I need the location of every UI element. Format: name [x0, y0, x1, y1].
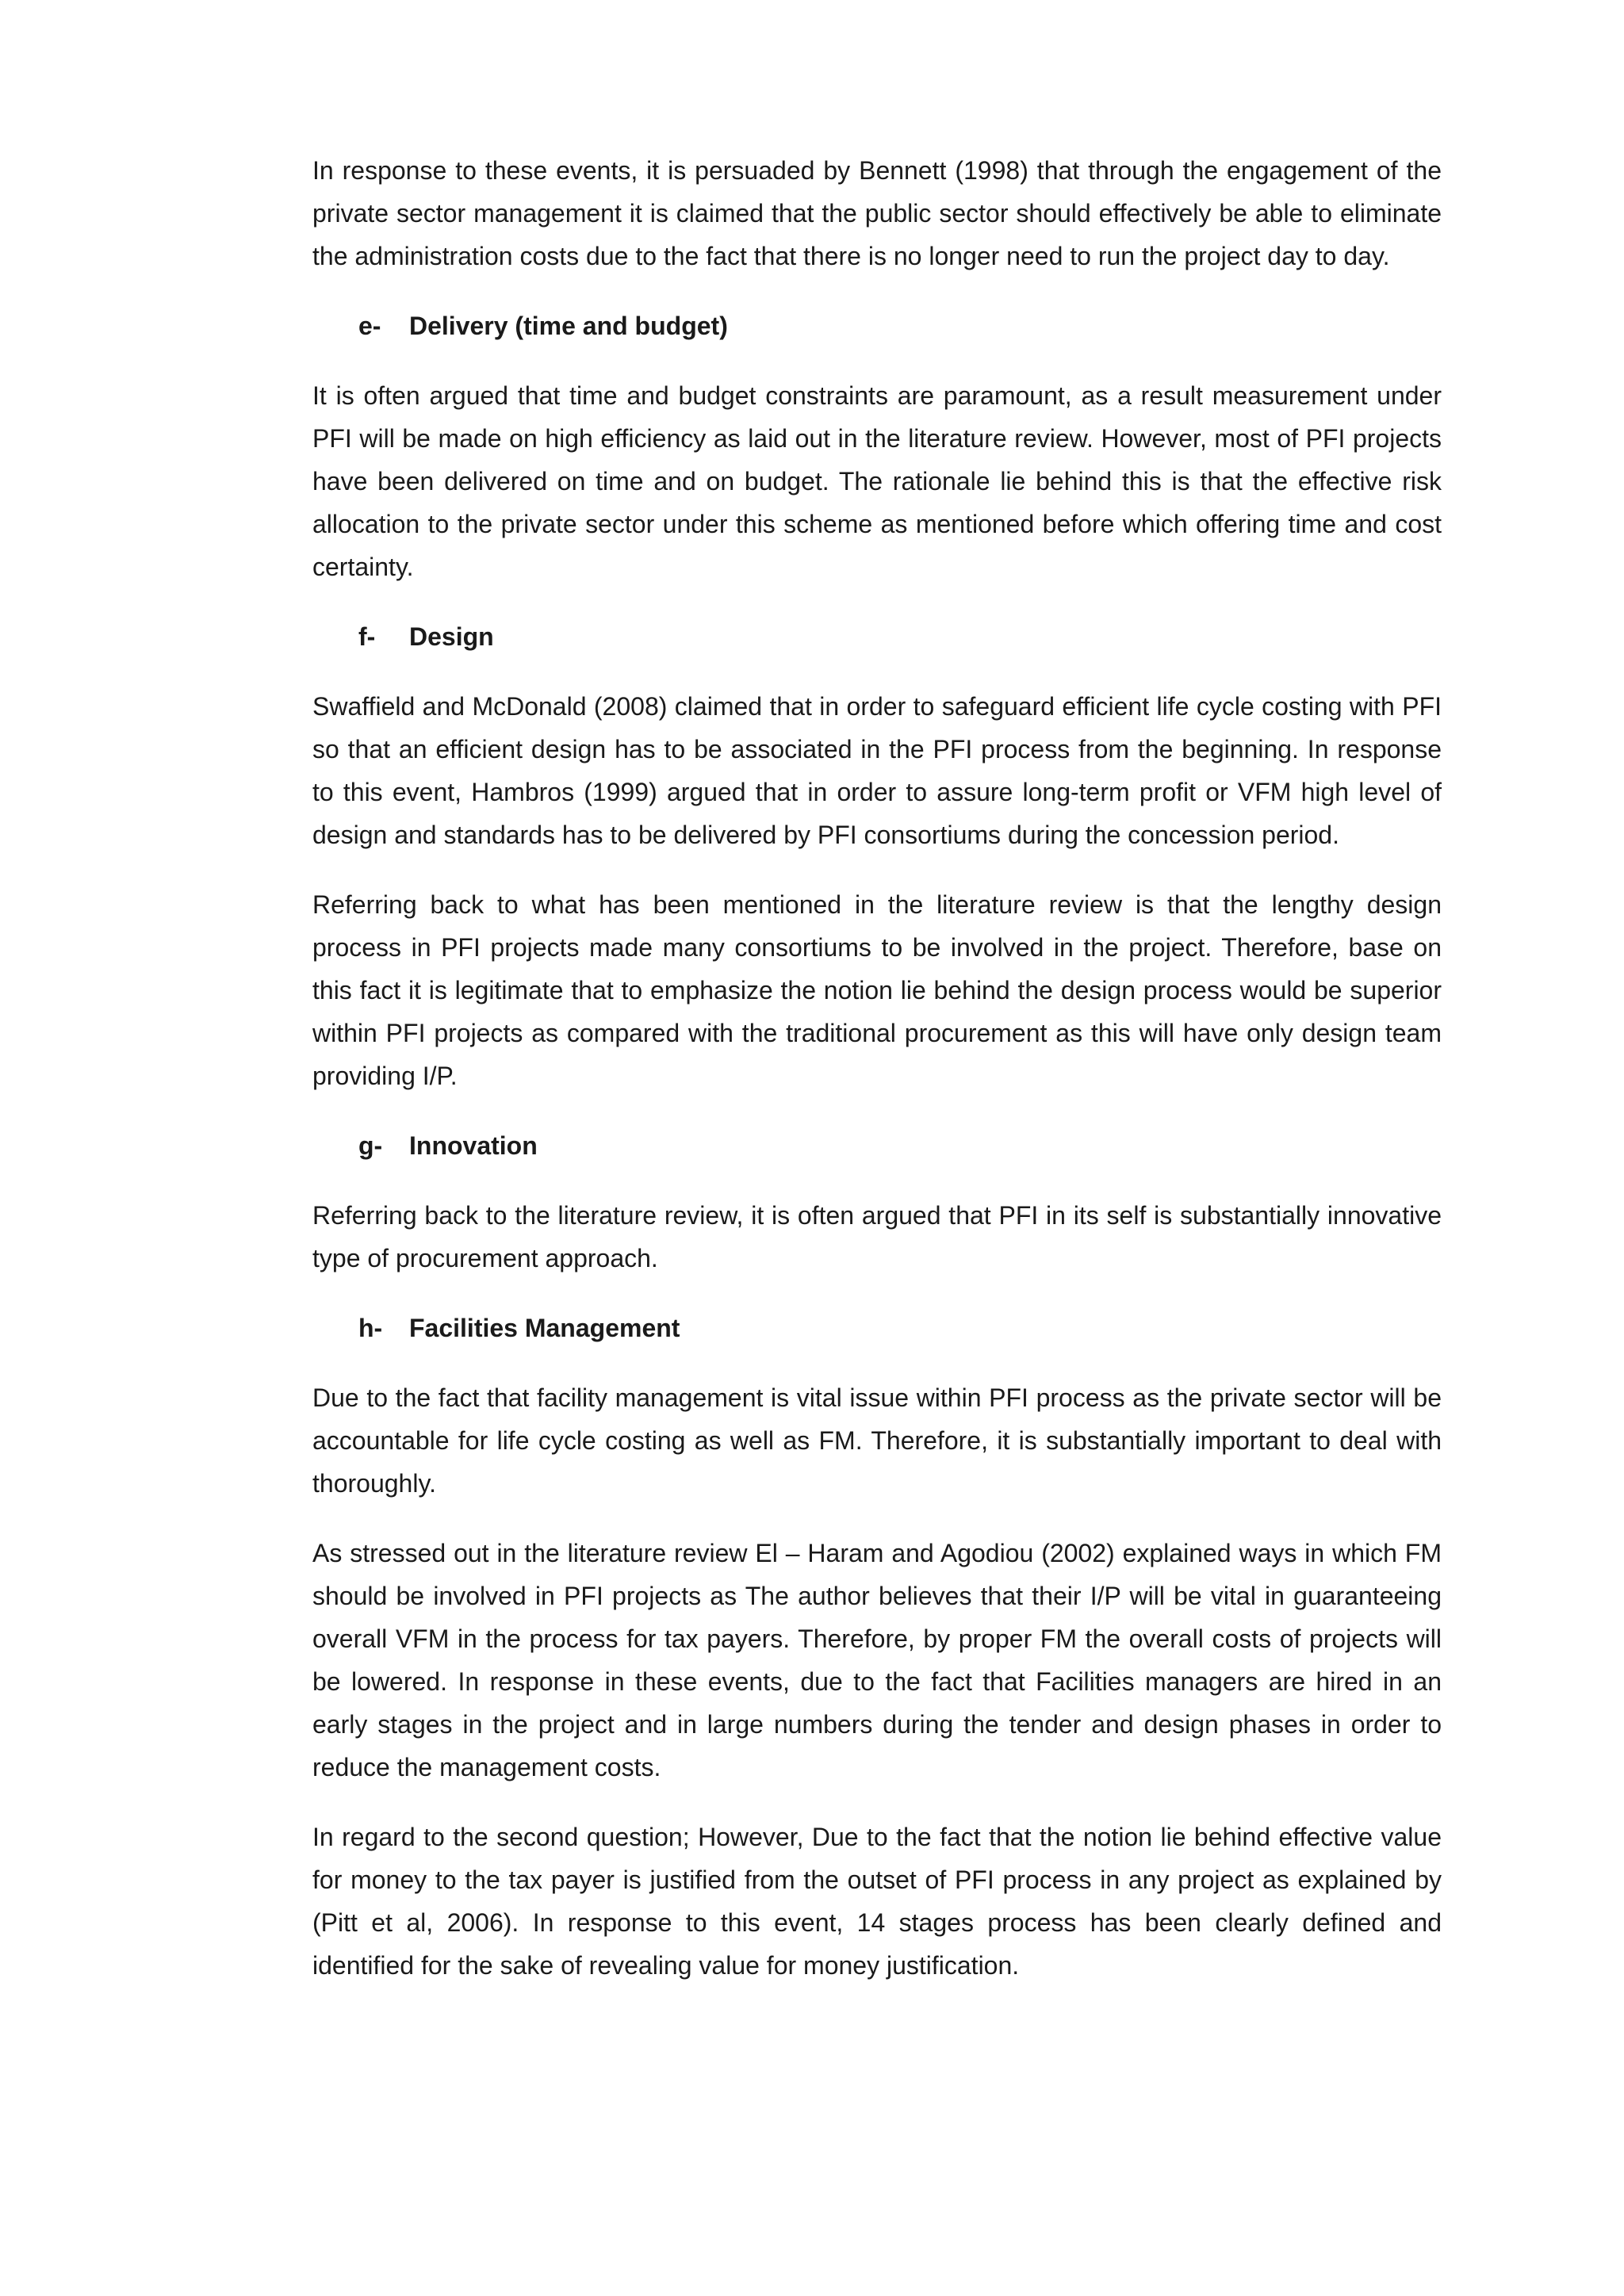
- heading-text: Facilities Management: [409, 1314, 680, 1342]
- heading-facilities-management: [312, 1307, 1442, 1349]
- heading-innovation: [312, 1124, 1442, 1167]
- paragraph-design-swaffield: Swaffield and McDonald (2008) claimed that in order to safeguard efficient life cycle costing with PFI so that an efficient design has to be associated in the PFI process from the beginning. In response to this event, Hambros (1999) argued that in order to assure long-term profit or VFM high level of design and standards has to be delivered by PFI consortiums during the concession period.: [312, 692, 1442, 849]
- heading-text: Design: [409, 622, 494, 651]
- paragraph-fm-vital: Due to the fact that facility management is vital issue within PFI process as the private sector will be accountable for life cycle costing as well as FM. Therefore, it is substantially important to deal with thoroughly.: [312, 1383, 1442, 1498]
- heading-marker: h-: [358, 1314, 383, 1342]
- document-body: [312, 149, 1442, 2014]
- paragraph-delivery: It is often argued that time and budget constraints are paramount, as a result measurement under PFI will be made on high efficiency as laid out in the literature review. However, most of PFI projects have been delivered on time and on budget. The rationale lie behind this is that the effective risk allocation to the private sector under this scheme as mentioned before which offering time and cost certainty.: [312, 381, 1442, 581]
- heading-design: [312, 615, 1442, 658]
- heading-text: Innovation: [409, 1131, 538, 1160]
- heading-marker: f-: [358, 622, 376, 651]
- paragraph-design-process: Referring back to what has been mentioned in the literature review is that the lengthy design process in PFI projects made many consortiums to be involved in the project. Therefore, base on this fact it is legitimate that to emphasize the notion lie behind the design process would be superior within PFI projects as compared with the traditional procurement as this will have only design team providing I/P.: [312, 890, 1442, 1090]
- paragraph-bennett: In response to these events, it is persuaded by Bennett (1998) that through the engagement of the private sector management it is claimed that the public sector should effectively be able to eliminate the administration costs due to the fact that there is no longer need to run the project day to day.: [312, 156, 1442, 270]
- paragraph-fm-el-haram: As stressed out in the literature review El – Haram and Agodiou (2002) explained ways in which FM should be involved in PFI projects as The author believes that their I/P will be vital in guaranteeing overall VFM in the process for tax payers. Therefore, by proper FM the overall costs of projects will be lowered. In response in these events, due to the fact that Facilities managers are hired in an early stages in the project and in large numbers during the tender and design phases in order to reduce the management costs.: [312, 1539, 1442, 1781]
- heading-delivery: [312, 304, 1442, 347]
- paragraph-second-question: In regard to the second question; However, Due to the fact that the notion lie behind effective value for money to the tax payer is justified from the outset of PFI process in any project as explained by (Pitt et al, 2006). In response to this event, 14 stages process has been clearly defined and identified for the sake of revealing value for money justification.: [312, 1823, 1442, 1980]
- heading-marker: g-: [358, 1131, 383, 1160]
- paragraph-innovation: Referring back to the literature review, it is often argued that PFI in its self is substantially innovative type of procurement approach.: [312, 1201, 1442, 1272]
- heading-text: Delivery (time and budget): [409, 312, 728, 340]
- heading-marker: e-: [358, 312, 381, 340]
